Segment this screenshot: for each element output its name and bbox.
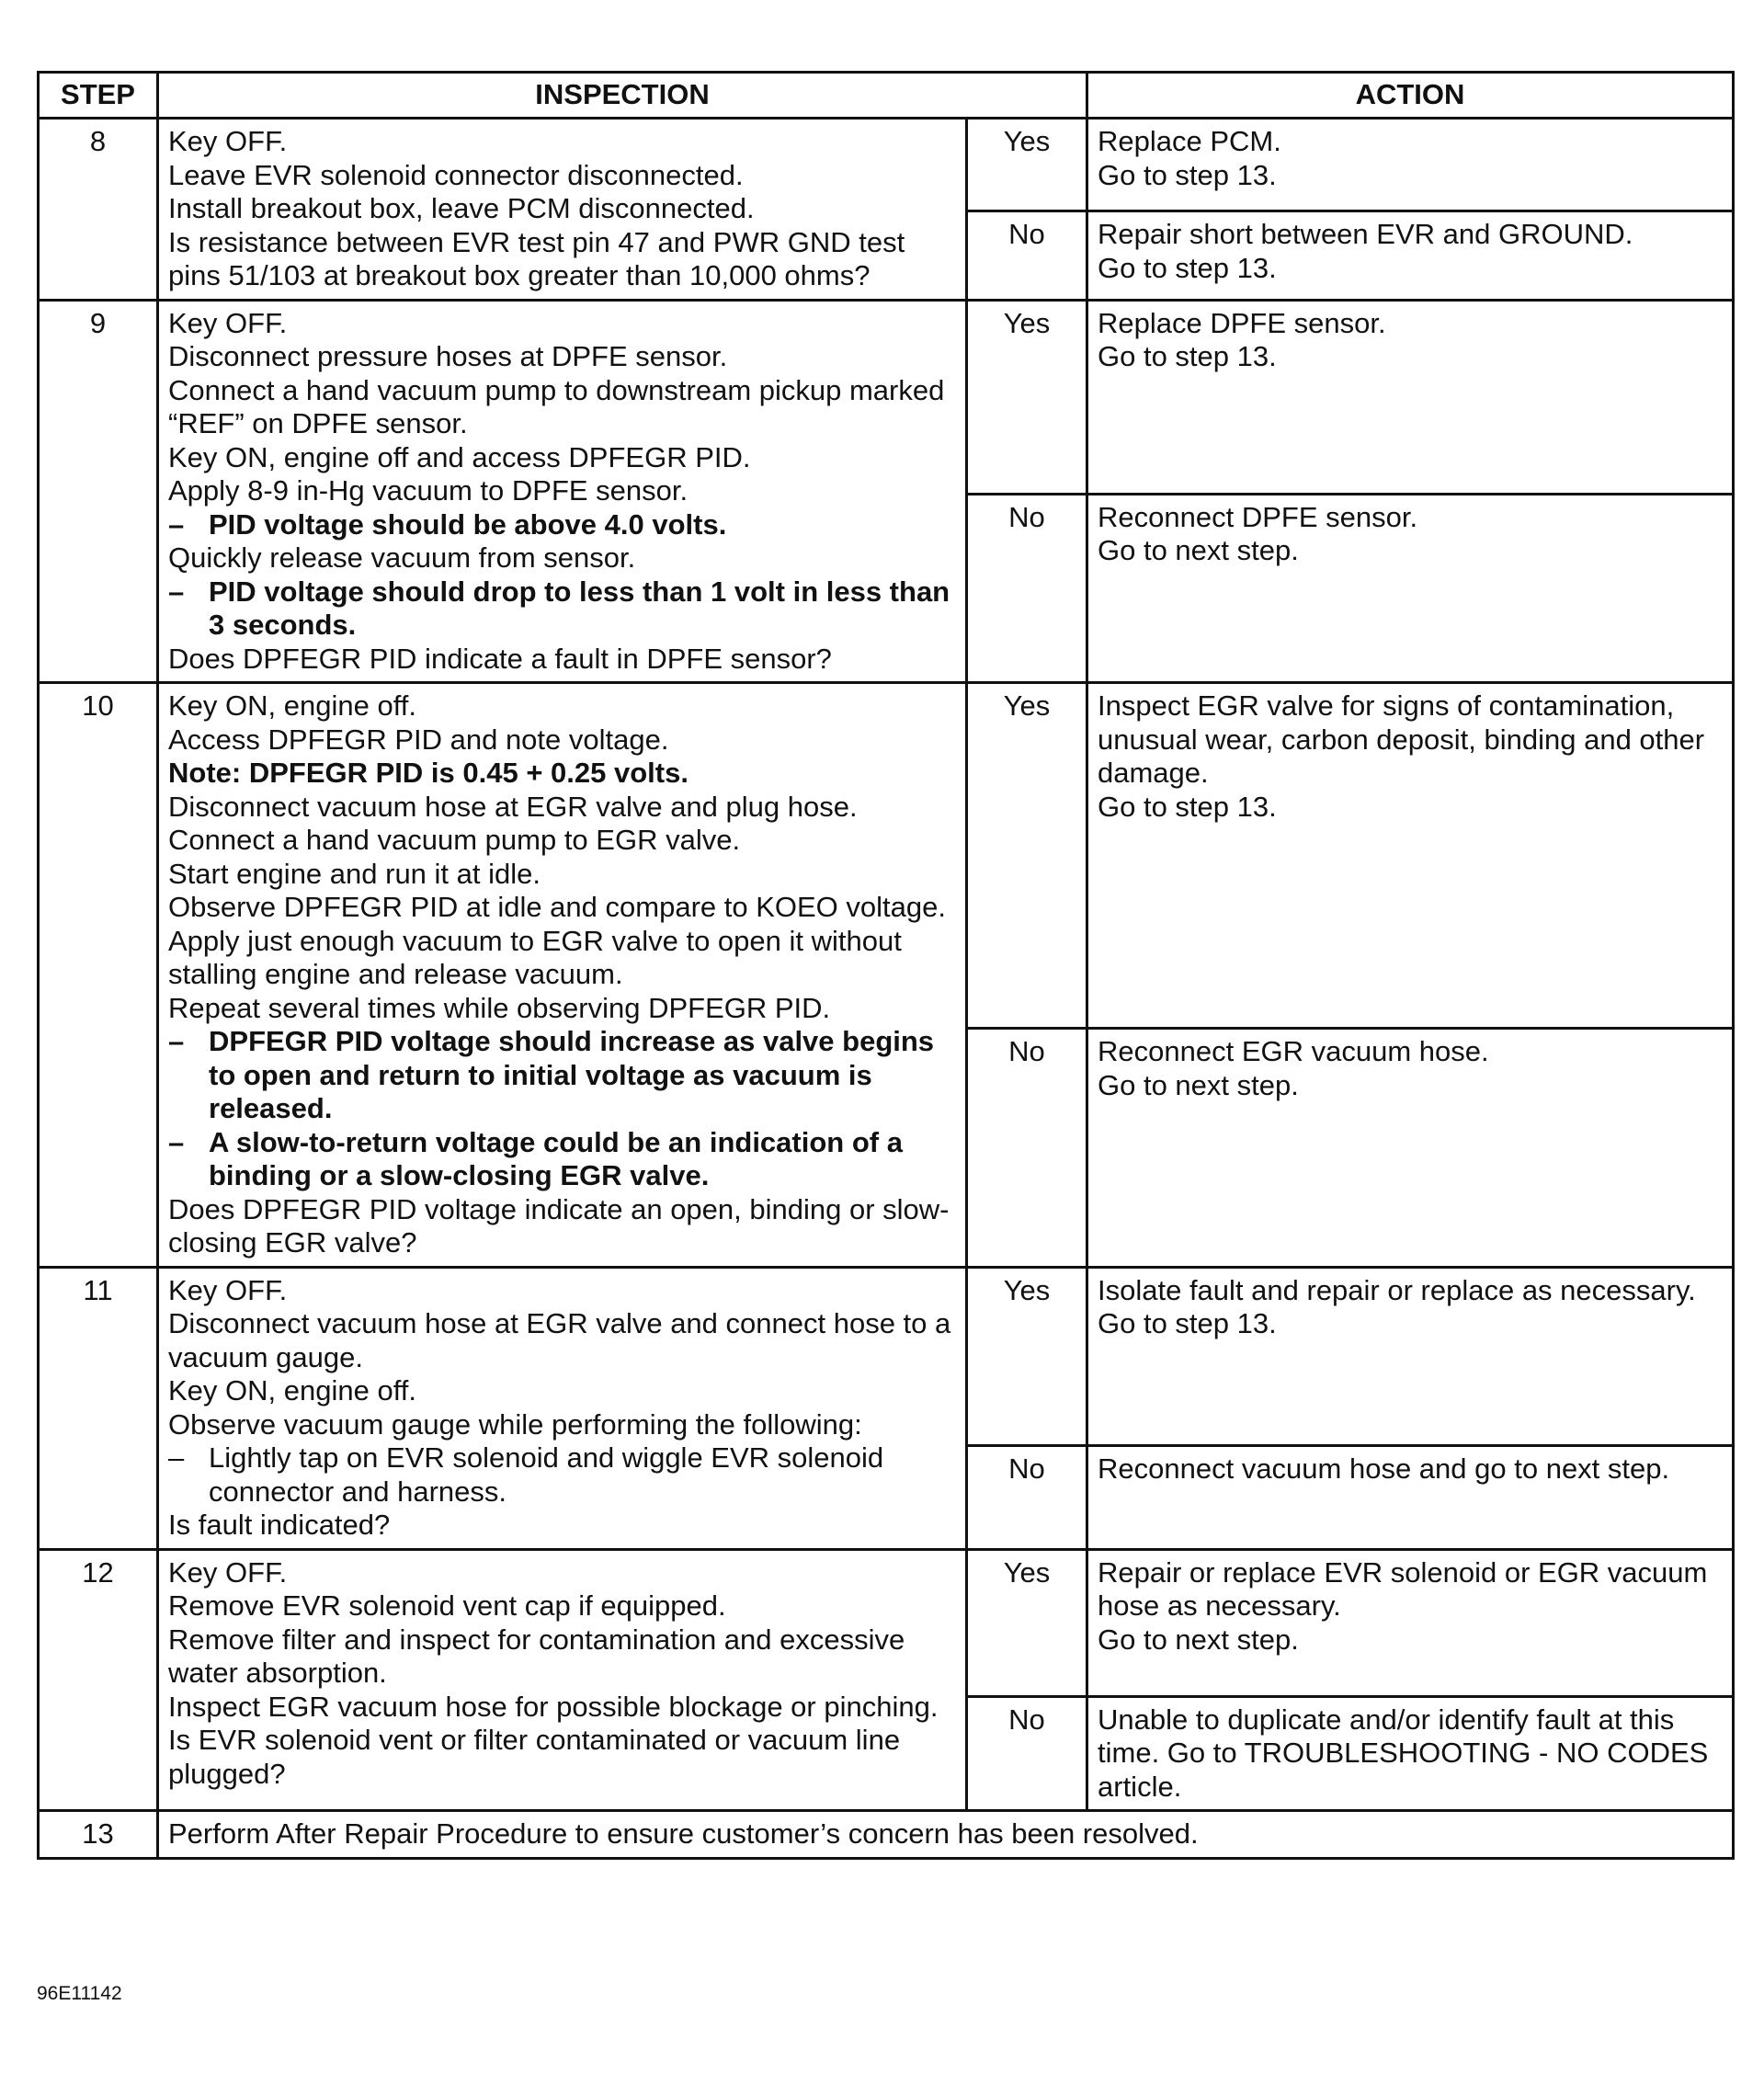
action-line: Inspect EGR valve for signs of contamination, unusual wear, carbon deposit, binding and other damage. (1098, 689, 1705, 789)
inspection-line: Key OFF. (168, 306, 288, 339)
header-row (39, 73, 1734, 119)
step-row-9 (39, 300, 1734, 494)
step-number: 8 (39, 119, 158, 301)
inspection-line: Leave EVR solenoid connector disconnected. (168, 158, 744, 191)
yes-label: Yes (967, 683, 1087, 1029)
dash-marker: – (168, 507, 185, 541)
inspection-line: Is fault indicated? (168, 1509, 391, 1541)
inspection-line: Observe vacuum gauge while performing the following: (168, 1407, 862, 1441)
inspection-line: Remove filter and inspect for contamination and excessive water absorption. (168, 1623, 905, 1689)
action-line: Go to next step. (1098, 1623, 1299, 1656)
inspection-line: Is EVR solenoid vent or filter contaminated or vacuum line plugged? (168, 1724, 901, 1790)
inspection-line: Access DPFEGR PID and note voltage. (168, 723, 669, 756)
action-line: Go to step 13. (1098, 790, 1277, 823)
action-line: Unable to duplicate and/or identify fault at this time. Go to TROUBLESHOOTING - NO CODES article. (1098, 1703, 1709, 1803)
yes-label: Yes (967, 300, 1087, 494)
inspection-line: Key ON, engine off. (168, 689, 416, 722)
inspection-line: Apply 8-9 in-Hg vacuum to DPFE sensor. (168, 474, 689, 507)
action-line: Reconnect DPFE sensor. (1098, 500, 1418, 533)
action-line: Repair or replace EVR solenoid or EGR vacuum hose as necessary. (1098, 1555, 1708, 1622)
action-line: Reconnect vacuum hose and go to next step. (1098, 1452, 1670, 1485)
inspection-bullet: – A slow-to-return voltage could be an indication of a binding or a slow-closing EGR valve. (168, 1125, 903, 1191)
yes-action (1087, 683, 1734, 1029)
inspection-line: Note: DPFEGR PID is 0.45 + 0.25 volts. (168, 757, 689, 789)
inspection-line: Quickly release vacuum from sensor. (168, 541, 636, 574)
inspection-bullet: – PID voltage should be above 4.0 volts. (168, 507, 727, 541)
step-row-10 (39, 683, 1734, 1029)
inspection-line: Disconnect vacuum hose at EGR valve and connect hose to a vacuum gauge. (168, 1307, 951, 1373)
no-action (1087, 211, 1734, 301)
dash-marker: – (168, 1441, 185, 1474)
step-row-11 (39, 1267, 1734, 1445)
dash-marker: – (168, 1125, 185, 1158)
inspection-cell (158, 119, 967, 301)
dash-marker: – (168, 1025, 185, 1057)
header-action: ACTION (1087, 73, 1734, 119)
inspection-line: Start engine and run it at idle. (168, 857, 541, 890)
header-step: STEP (39, 73, 158, 119)
action-line: Go to step 13. (1098, 1307, 1277, 1339)
action-line: Go to step 13. (1098, 158, 1277, 191)
inspection-line: Key OFF. (168, 1555, 288, 1589)
no-label: No (967, 211, 1087, 301)
inspection-line: Key OFF. (168, 1273, 288, 1306)
inspection-line: Key ON, engine off. (168, 1374, 416, 1407)
figure-code: 96E11142 (37, 1983, 122, 2004)
inspection-line: Inspect EGR vacuum hose for possible blockage or pinching. (168, 1690, 939, 1723)
inspection-line: Install breakout box, leave PCM disconnected. (168, 192, 755, 224)
troubleshooting-table (37, 71, 1735, 1860)
header-inspection: INSPECTION (158, 73, 1087, 119)
yes-action (1087, 119, 1734, 211)
action-line: Isolate fault and repair or replace as necessary. (1098, 1273, 1696, 1306)
action-line: Reconnect EGR vacuum hose. (1098, 1035, 1489, 1067)
step-number: 10 (39, 683, 158, 1268)
final-step-text: Perform After Repair Procedure to ensure customer’s concern has been resolved. (158, 1811, 1734, 1859)
inspection-bullet: – PID voltage should drop to less than 1 volt in less than 3 seconds. (168, 575, 950, 641)
inspection-line: Does DPFEGR PID voltage indicate an open, binding or slow-closing EGR valve? (168, 1192, 950, 1259)
inspection-line: Key ON, engine off and access DPFEGR PID. (168, 440, 751, 473)
inspection-bullet: – Lightly tap on EVR solenoid and wiggle EVR solenoid connector and harness. (168, 1441, 884, 1508)
no-action (1087, 1696, 1734, 1811)
action-line: Go to next step. (1098, 534, 1299, 566)
inspection-line: Observe DPFEGR PID at idle and compare to KOEO voltage. (168, 891, 946, 923)
action-line: Go to next step. (1098, 1068, 1299, 1101)
action-line: Repair short between EVR and GROUND. (1098, 218, 1633, 250)
inspection-cell (158, 1267, 967, 1549)
yes-action (1087, 1267, 1734, 1445)
inspection-line: Disconnect vacuum hose at EGR valve and plug hose. (168, 790, 858, 823)
yes-label: Yes (967, 119, 1087, 211)
inspection-line: Remove EVR solenoid vent cap if equipped. (168, 1589, 726, 1622)
action-line: Replace PCM. (1098, 125, 1281, 157)
step-number: 9 (39, 300, 158, 683)
inspection-cell (158, 683, 967, 1268)
yes-label: Yes (967, 1267, 1087, 1445)
no-label: No (967, 494, 1087, 683)
inspection-line: Is resistance between EVR test pin 47 and PWR GND test pins 51/103 at breakout box greater than 10,000 ohms? (168, 225, 905, 291)
action-line: Go to step 13. (1098, 251, 1277, 284)
step-number: 12 (39, 1549, 158, 1811)
yes-action (1087, 1549, 1734, 1696)
dash-marker: – (168, 575, 185, 608)
inspection-line: Does DPFEGR PID indicate a fault in DPFE sensor? (168, 642, 832, 675)
step-row-12 (39, 1549, 1734, 1696)
inspection-line: Connect a hand vacuum pump to downstream pickup marked “REF” on DPFE sensor. (168, 373, 945, 439)
no-label: No (967, 1696, 1087, 1811)
inspection-line: Connect a hand vacuum pump to EGR valve. (168, 824, 741, 856)
no-label: No (967, 1029, 1087, 1268)
step-number: 13 (39, 1811, 158, 1859)
no-action (1087, 1029, 1734, 1268)
inspection-line: Apply just enough vacuum to EGR valve to open it without stalling engine and release vacuum. (168, 924, 902, 990)
step-number: 11 (39, 1267, 158, 1549)
inspection-cell (158, 300, 967, 683)
no-label: No (967, 1445, 1087, 1549)
inspection-bullet: – DPFEGR PID voltage should increase as valve begins to open and return to initial voltage as vacuum is released. (168, 1025, 935, 1124)
step-row-8 (39, 119, 1734, 211)
inspection-line: Key OFF. (168, 125, 288, 157)
inspection-cell (158, 1549, 967, 1811)
inspection-line: Repeat several times while observing DPFEGR PID. (168, 991, 831, 1024)
inspection-line: Disconnect pressure hoses at DPFE sensor. (168, 340, 728, 372)
yes-label: Yes (967, 1549, 1087, 1696)
no-action (1087, 1445, 1734, 1549)
no-action (1087, 494, 1734, 683)
action-line: Go to step 13. (1098, 340, 1277, 372)
yes-action (1087, 300, 1734, 494)
step-row-13 (39, 1811, 1734, 1859)
action-line: Replace DPFE sensor. (1098, 306, 1386, 339)
